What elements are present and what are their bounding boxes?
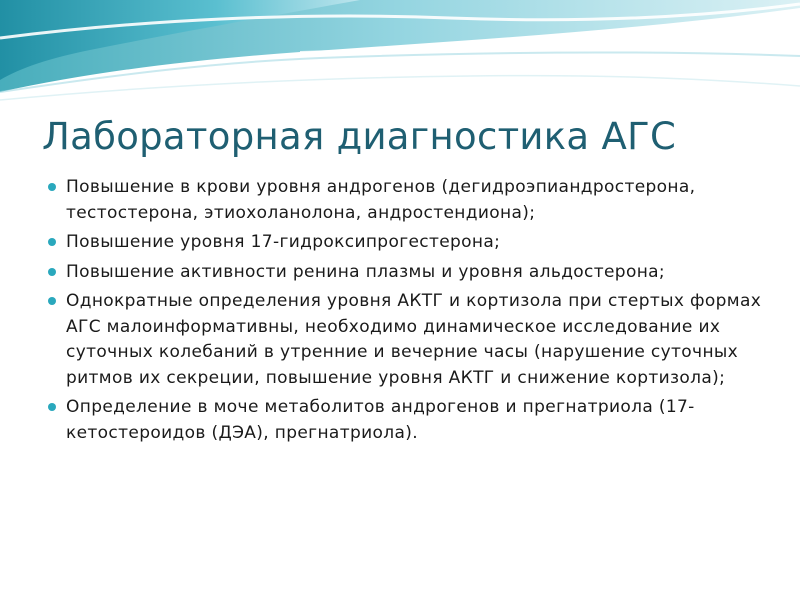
bullet-icon <box>48 297 56 305</box>
bullet-text: Повышение в крови уровня андрогенов (дегидроэпиандростерона, тестостерона, этиохоланолона, андростендиона); <box>66 177 696 223</box>
bullet-text: Повышение уровня 17-гидроксипрогестерона; <box>66 232 501 252</box>
bullet-icon <box>48 238 56 246</box>
slide-title: Лабораторная диагностика АГС <box>42 115 677 158</box>
bullet-icon <box>48 403 56 411</box>
bullet-item <box>48 175 778 226</box>
bullet-list <box>48 175 778 450</box>
bullet-item <box>48 260 778 286</box>
bullet-item <box>48 395 778 446</box>
bullet-text: Определение в моче метаболитов андрогенов и прегнатриола (17-кетостероидов (ДЭА), прегнатриола). <box>66 397 695 443</box>
bullet-item <box>48 230 778 256</box>
bullet-icon <box>48 183 56 191</box>
wave-header-decoration <box>0 0 800 110</box>
bullet-text: Однократные определения уровня АКТГ и кортизола при стертых формах АГС малоинформативны, необходимо динамическое исследование их суточных колебаний в утренние и вечерние часы (нарушение суточных ритмов их секреции, повышение уровня АКТГ и снижение кортизола); <box>66 291 762 388</box>
bullet-icon <box>48 268 56 276</box>
bullet-text: Повышение активности ренина плазмы и уровня альдостерона; <box>66 261 666 282</box>
bullet-item <box>48 289 778 391</box>
